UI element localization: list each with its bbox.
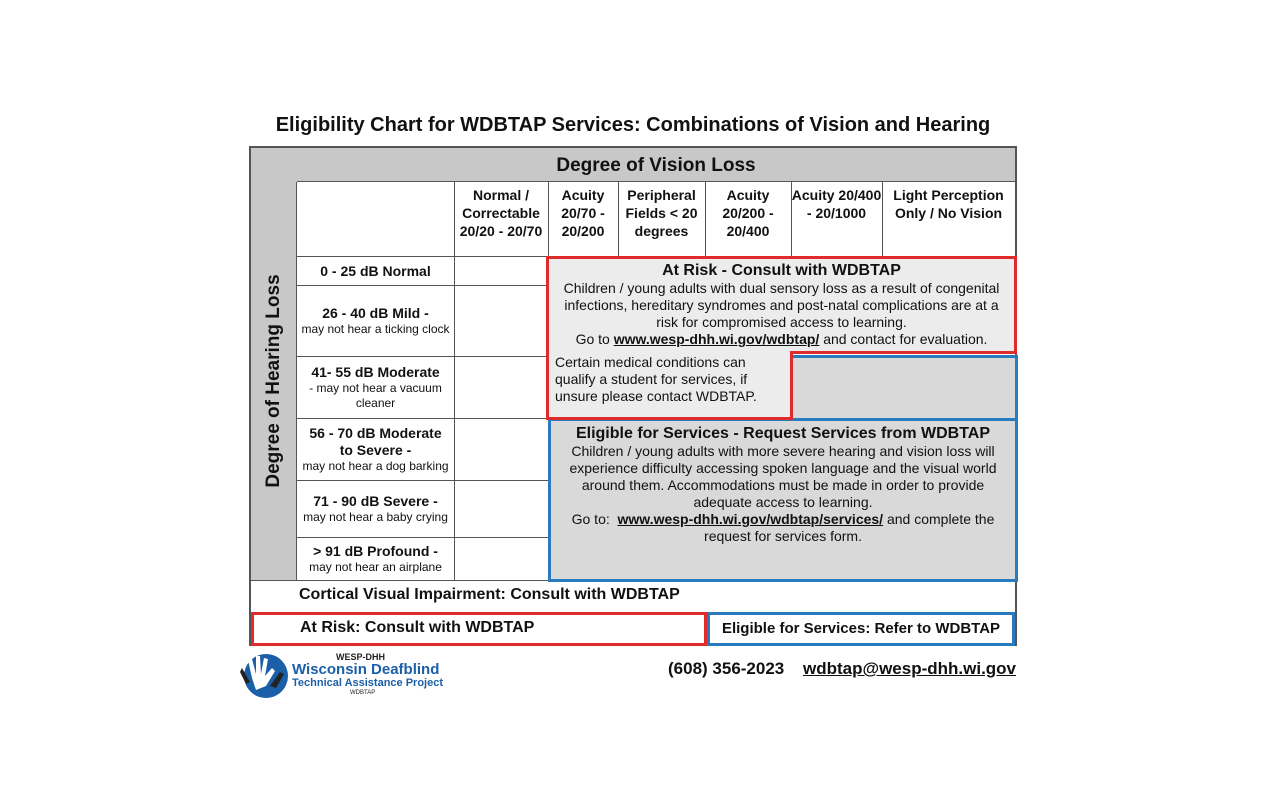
hearing-loss-header	[251, 182, 297, 580]
header-corner	[251, 148, 297, 182]
vision-col-acuity-20-400: Acuity 20/400 - 20/1000	[791, 187, 882, 221]
at-risk-text: Children / young adults with dual sensory loss as a result of congenital infections, hereditary syndromes and post-natal complications are at a risk for compromised access to learning.	[563, 280, 1000, 330]
legend-eligible: Eligible for Services: Refer to WDBTAP	[707, 612, 1015, 646]
hands-icon	[240, 648, 296, 700]
contact-info	[668, 659, 1016, 679]
vision-col-acuity-20-200: Acuity 20/200 - 20/400	[722, 187, 774, 239]
at-risk-box	[546, 256, 1017, 354]
legend-at-risk: At Risk: Consult with WDBTAP	[251, 612, 707, 646]
vision-col-normal: Normal / Correctable 20/20 - 20/70	[459, 187, 543, 239]
hearing-row-profound: > 91 dB Profound - may not hear an airplane	[309, 543, 442, 574]
vision-loss-header: Degree of Vision Loss	[297, 148, 1015, 182]
chart-title: Eligibility Chart for WDBTAP Services: Combinations of Vision and Hearing	[275, 114, 991, 136]
logo-bottom-text: WDBTAP	[350, 690, 376, 696]
hearing-loss-label: Degree of Hearing Loss	[262, 274, 284, 488]
at-risk-title: At Risk - Consult with WDBTAP	[662, 262, 901, 279]
hearing-row-moderate-severe: 56 - 70 dB Moderate to Severe - may not hear a dog barking	[302, 425, 449, 473]
hearing-row-moderate: 41- 55 dB Moderate - may not hear a vacuum cleaner	[309, 364, 442, 410]
vision-col-light-perception: Light Perception Only / No Vision	[893, 187, 1004, 221]
logo-line1: Wisconsin Deafblind	[292, 661, 440, 678]
logo-line2: Technical Assistance Project	[292, 677, 444, 689]
wdbtap-link[interactable]: www.wesp-dhh.wi.gov/wdbtap/	[613, 331, 820, 347]
eligible-box	[548, 418, 1018, 582]
hearing-row-normal: 0 - 25 dB Normal	[320, 262, 431, 279]
at-risk-note: Certain medical conditions can qualify a student for services, if unsure please contact WDBTAP.	[546, 351, 793, 420]
eligible-services-link[interactable]: www.wesp-dhh.wi.gov/wdbtap/services/	[617, 511, 884, 527]
eligible-title: Eligible for Services - Request Services from WDBTAP	[575, 425, 991, 442]
hearing-row-mild: 26 - 40 dB Mild - may not hear a ticking clock	[301, 305, 450, 336]
contact-phone: (608) 356-2023	[668, 659, 785, 678]
eligible-goto-line: Go to: www.wesp-dhh.wi.gov/wdbtap/services/ and complete the request for services form.	[571, 511, 995, 544]
eligible-text: Children / young adults with more severe hearing and vision loss will experience difficulty accessing spoken language and the visual world around them. Accommodations must be made in order to provide adequate access to learning.	[569, 443, 997, 510]
at-risk-goto-line: Go to www.wesp-dhh.wi.gov/wdbtap/ and contact for evaluation.	[575, 331, 988, 347]
logo-top-text: WESP-DHH	[336, 652, 385, 662]
contact-email[interactable]: wdbtap@wesp-dhh.wi.gov	[803, 659, 1017, 678]
hearing-row-severe: 71 - 90 dB Severe - may not hear a baby crying	[303, 493, 448, 524]
eligibility-grid	[249, 146, 1017, 646]
cvi-row: Cortical Visual Impairment: Consult with WDBTAP	[299, 586, 680, 603]
wesp-dhh-logo	[240, 648, 450, 700]
vision-col-acuity-20-70: Acuity 20/70 - 20/200	[561, 187, 605, 239]
vision-col-peripheral: Peripheral Fields < 20 degrees	[625, 187, 698, 239]
